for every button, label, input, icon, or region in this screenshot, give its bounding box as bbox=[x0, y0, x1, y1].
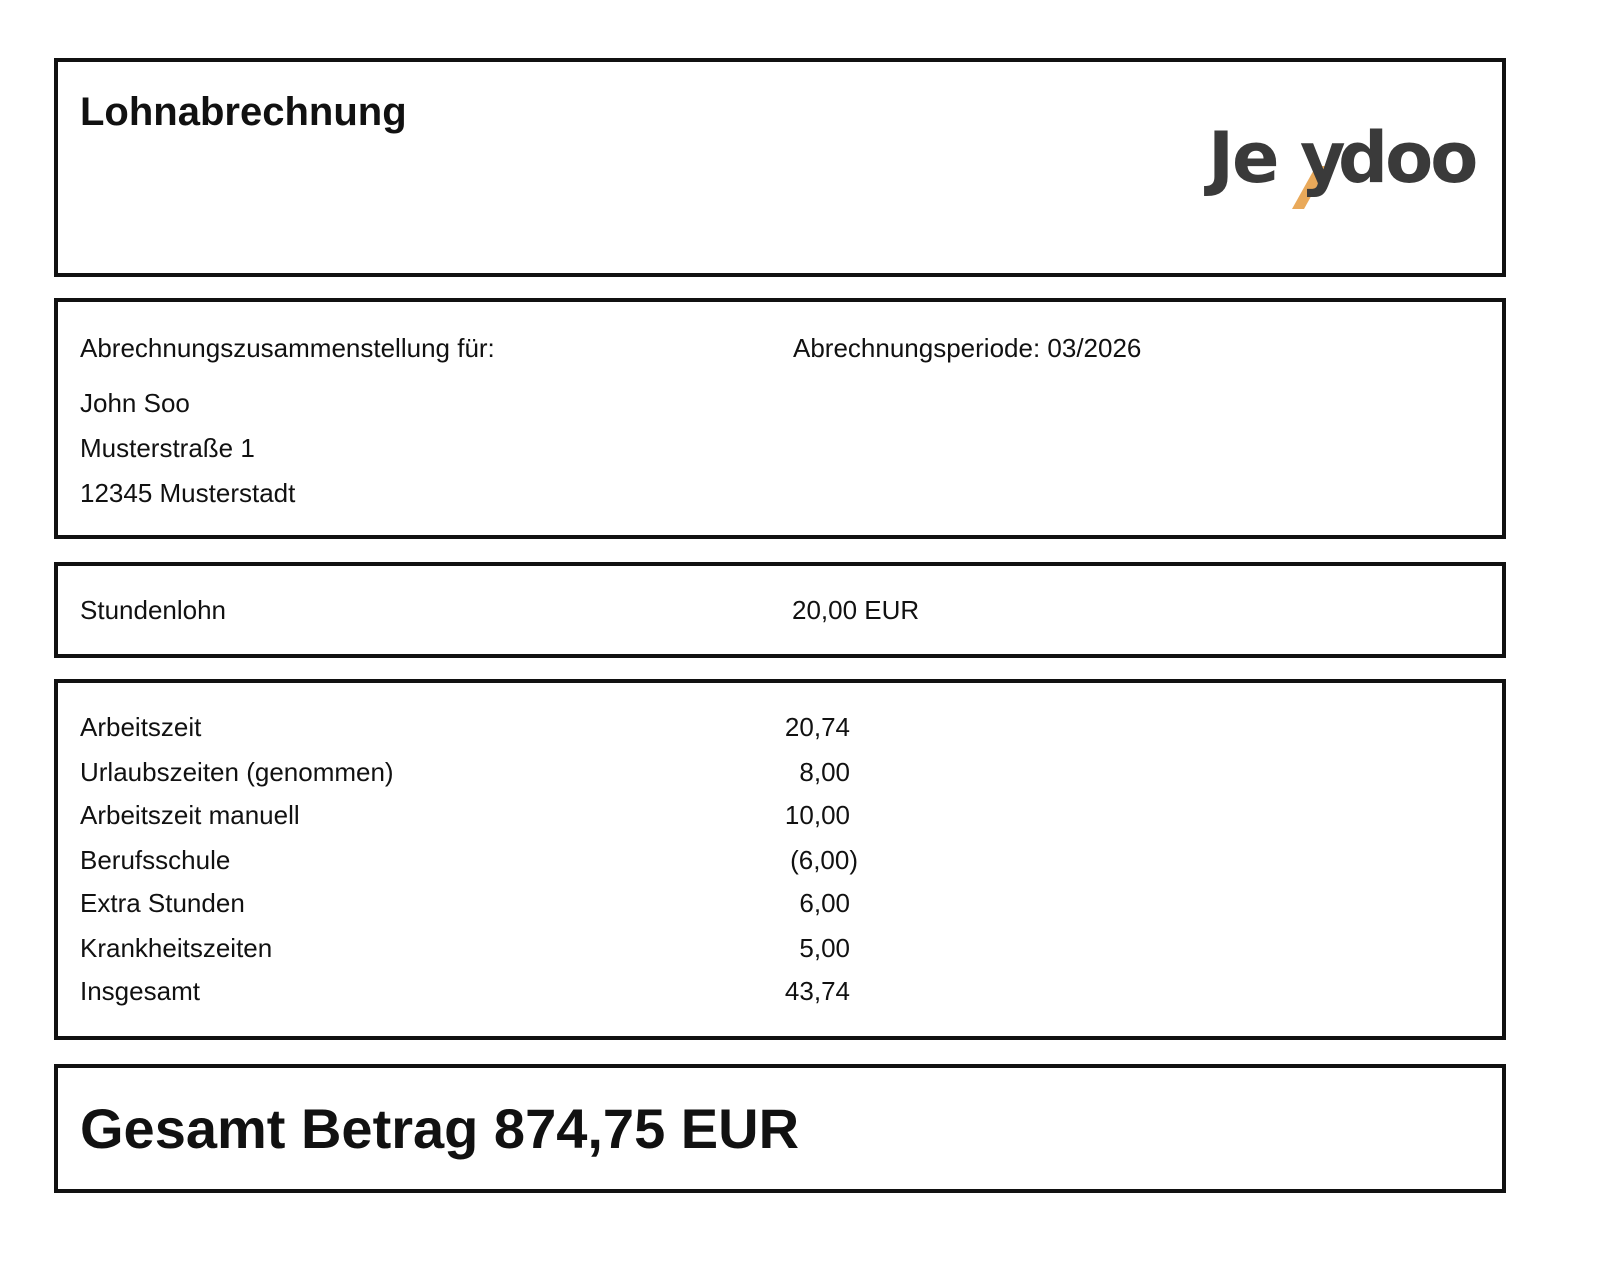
recipient-section bbox=[54, 298, 1506, 539]
page-title: Lohnabrechnung bbox=[80, 90, 407, 134]
svg-text:doo: doo bbox=[1338, 117, 1476, 199]
hours-row-label: Urlaubszeiten (genommen) bbox=[80, 757, 394, 787]
billing-period: Abrechnungsperiode: 03/2026 bbox=[793, 333, 1142, 363]
recipient-name: John Soo bbox=[80, 388, 190, 418]
hours-row-value: 6,00 bbox=[799, 888, 850, 918]
svg-text:Je: Je bbox=[1208, 117, 1278, 199]
hourly-rate-label: Stundenlohn bbox=[80, 595, 227, 625]
hourly-rate-section bbox=[54, 562, 1506, 658]
hours-row-value: 20,74 bbox=[784, 712, 850, 742]
hourly-rate-value: 20,00 EUR bbox=[792, 595, 920, 625]
hours-row-label: Krankheitszeiten bbox=[80, 933, 273, 963]
hours-row-label: Extra Stunden bbox=[80, 888, 245, 918]
recipient-city: 12345 Musterstadt bbox=[80, 478, 296, 508]
hours-row-value: 5,00 bbox=[799, 933, 850, 963]
total-amount: Gesamt Betrag 874,75 EUR bbox=[80, 1097, 800, 1160]
recipient-street: Musterstraße 1 bbox=[80, 433, 255, 463]
header-section bbox=[54, 58, 1506, 277]
hours-row-value: 10,00 bbox=[784, 800, 850, 830]
svg-text:y: y bbox=[1300, 117, 1346, 199]
total-section bbox=[54, 1064, 1506, 1193]
jeydoo-logo bbox=[1204, 114, 1476, 224]
hours-total-label: Insgesamt bbox=[80, 976, 200, 1006]
hours-row-label: Arbeitszeit bbox=[80, 712, 202, 742]
hours-total-value: 43,74 bbox=[784, 976, 850, 1006]
hours-section bbox=[54, 679, 1506, 1040]
hours-row-value: (6,00) bbox=[790, 845, 858, 875]
hours-row-label: Berufsschule bbox=[80, 845, 231, 875]
hours-row-label: Arbeitszeit manuell bbox=[80, 800, 300, 830]
hours-row-value: 8,00 bbox=[799, 757, 850, 787]
recipient-label: Abrechnungszusammenstellung für: bbox=[80, 333, 495, 363]
